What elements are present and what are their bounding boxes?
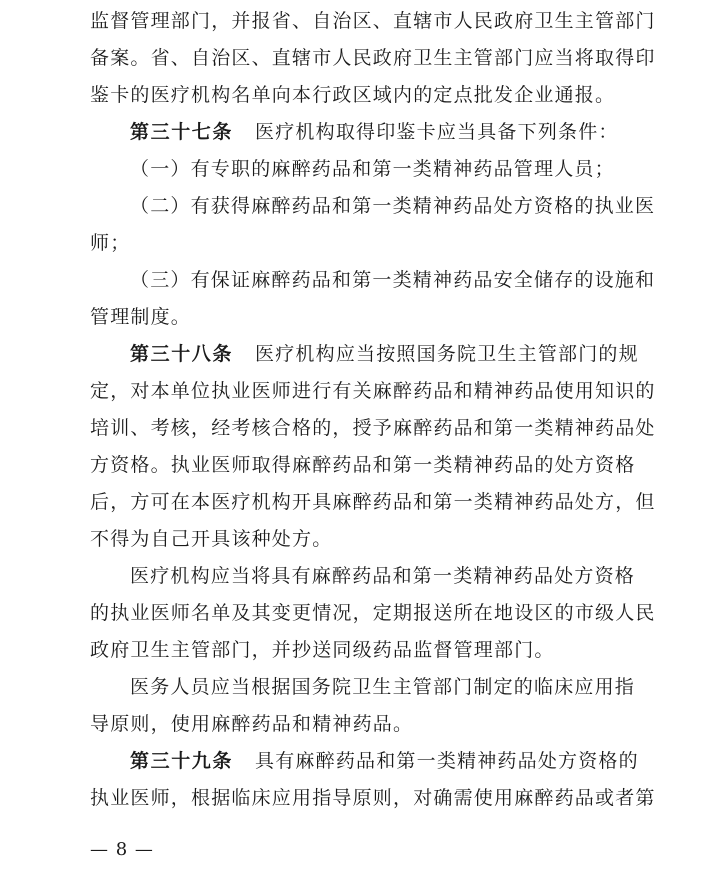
text-line: 不得为自己开具该种处方。 — [90, 528, 333, 550]
article-37-paragraph — [130, 119, 650, 145]
text-line: 的执业医师名单及其变更情况，定期报送所在地设区的市级人民 — [90, 602, 656, 624]
text-line: （三）有保证麻醉药品和第一类精神药品安全储存的设施和 — [130, 269, 656, 291]
text-line: 备案。省、自治区、直辖市人民政府卫生主管部门应当将取得印 — [90, 47, 656, 69]
text-line: 医疗机构应当按照国务院卫生主管部门的规 — [255, 343, 639, 365]
text-line: 医疗机构应当将具有麻醉药品和第一类精神药品处方资格 — [130, 565, 636, 587]
text-line: 方资格。执业医师取得麻醉药品和第一类精神药品的处方资格 — [90, 454, 636, 476]
article-39-paragraph — [130, 748, 650, 774]
text-line: 后，方可在本医疗机构开具麻醉药品和第一类精神药品处方，但 — [90, 491, 656, 513]
article-39-title: 第三十九条 — [130, 750, 234, 772]
article-37-title: 第三十七条 — [130, 121, 234, 143]
article-38-title: 第三十八条 — [130, 343, 234, 365]
text-line: 导原则，使用麻醉药品和精神药品。 — [90, 713, 414, 735]
text-line: 具有麻醉药品和第一类精神药品处方资格的 — [255, 750, 639, 772]
text-line: 政府卫生主管部门，并抄送同级药品监督管理部门。 — [90, 639, 555, 661]
text-line: 医务人员应当根据国务院卫生主管部门制定的临床应用指 — [130, 676, 636, 698]
text-line: （二）有获得麻醉药品和第一类精神药品处方资格的执业医 — [130, 195, 656, 217]
text-line: 师； — [90, 232, 131, 254]
text-line: 医疗机构取得印鉴卡应当具备下列条件： — [255, 121, 619, 143]
text-line: 监督管理部门，并报省、自治区、直辖市人民政府卫生主管部门 — [90, 10, 656, 32]
text-line: 培训、考核，经考核合格的，授予麻醉药品和第一类精神药品处 — [90, 417, 656, 439]
text-line: （一）有专职的麻醉药品和第一类精神药品管理人员； — [130, 158, 615, 180]
text-line: 定，对本单位执业医师进行有关麻醉药品和精神药品使用知识的 — [90, 380, 656, 402]
text-line: 管理制度。 — [90, 306, 192, 328]
page-number: — 8 — — [90, 839, 154, 860]
text-line: 鉴卡的医疗机构名单向本行政区域内的定点批发企业通报。 — [90, 84, 616, 106]
text-line: 执业医师，根据临床应用指导原则，对确需使用麻醉药品或者第 — [90, 787, 656, 809]
article-38-paragraph — [130, 341, 650, 367]
